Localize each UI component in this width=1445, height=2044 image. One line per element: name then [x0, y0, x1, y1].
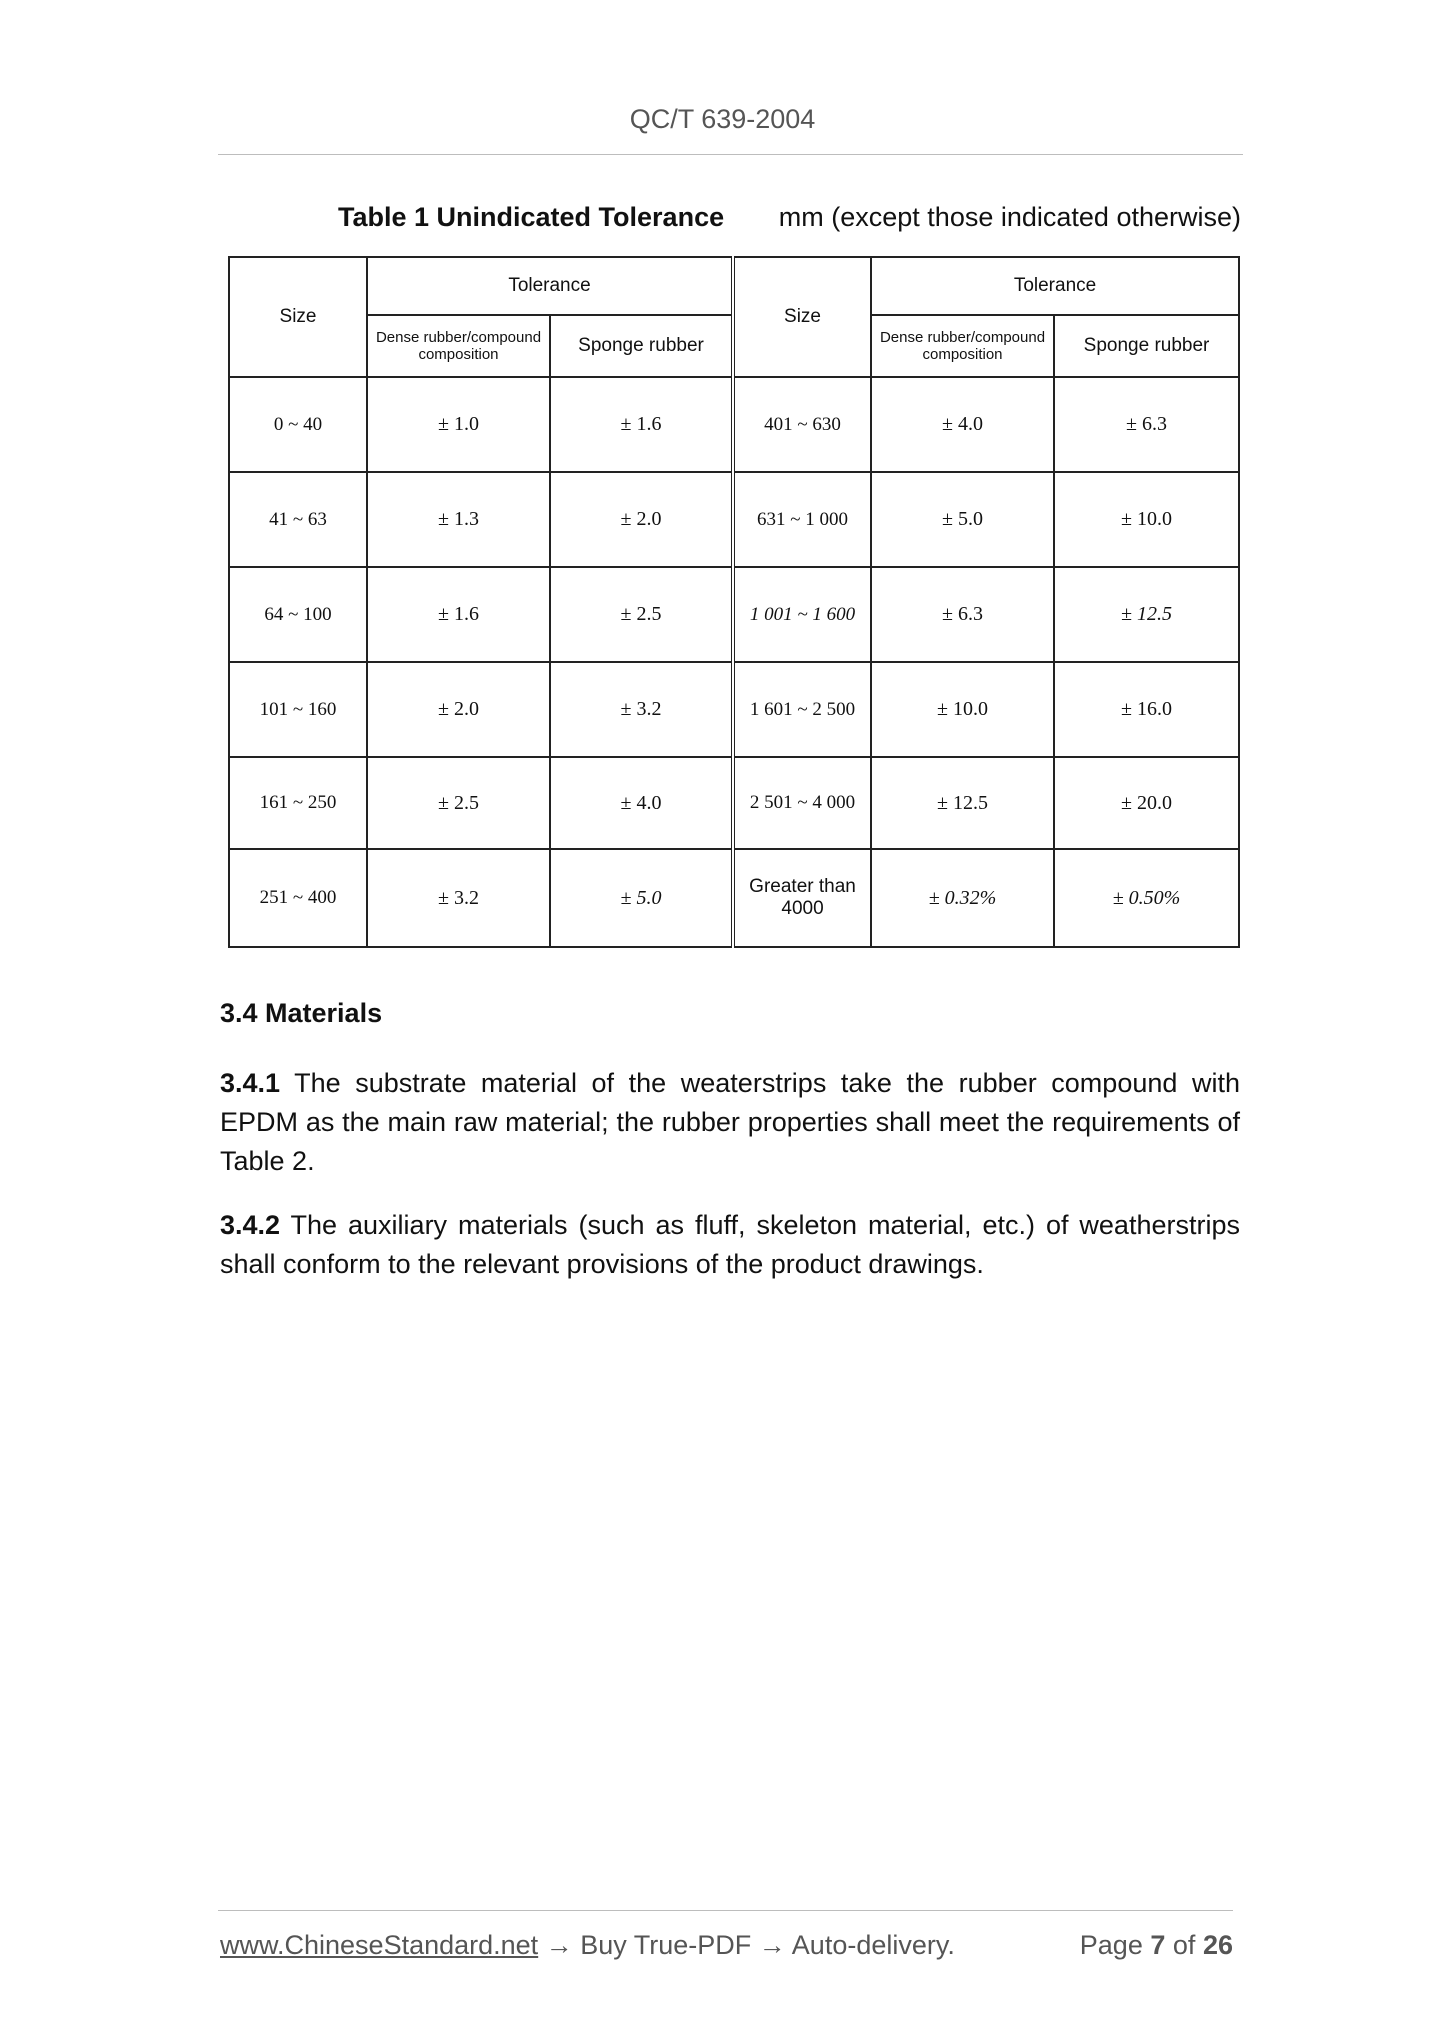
size-cell: 1 001 ~ 1 600 — [733, 567, 871, 662]
dense-tolerance-cell: ± 0.32% — [871, 849, 1054, 947]
header-dense-right: Dense rubber/compound composition — [871, 315, 1054, 377]
table-unit-note: mm (except those indicated otherwise) — [778, 202, 1241, 232]
sponge-tolerance-cell: ± 12.5 — [1054, 567, 1239, 662]
table-title: Table 1 Unindicated Tolerance — [338, 202, 725, 232]
website-link[interactable]: www.ChineseStandard.net — [220, 1930, 539, 1960]
dense-tolerance-cell: ± 1.3 — [367, 472, 550, 567]
footer-left — [220, 1930, 955, 1961]
size-cell: 1 601 ~ 2 500 — [733, 662, 871, 757]
sponge-tolerance-cell: ± 16.0 — [1054, 662, 1239, 757]
header-dense-left: Dense rubber/compound composition — [367, 315, 550, 377]
header-tolerance-left: Tolerance — [367, 257, 733, 315]
paragraph-3-4-1 — [220, 1064, 1240, 1181]
size-cell: 401 ~ 630 — [733, 377, 871, 472]
table-header-row — [229, 257, 1239, 315]
header-size-left: Size — [229, 257, 367, 377]
size-cell: 631 ~ 1 000 — [733, 472, 871, 567]
sponge-tolerance-cell: ± 4.0 — [550, 757, 733, 849]
size-cell: 41 ~ 63 — [229, 472, 367, 567]
size-cell: 0 ~ 40 — [229, 377, 367, 472]
delivery-text: Auto-delivery. — [791, 1930, 955, 1960]
size-cell: 64 ~ 100 — [229, 567, 367, 662]
table-row — [229, 377, 1239, 472]
sponge-tolerance-cell: ± 10.0 — [1054, 472, 1239, 567]
page-number: 7 — [1150, 1930, 1166, 1960]
dense-tolerance-cell: ± 3.2 — [367, 849, 550, 947]
dense-tolerance-cell: ± 5.0 — [871, 472, 1054, 567]
dense-tolerance-cell: ± 10.0 — [871, 662, 1054, 757]
dense-tolerance-cell: ± 4.0 — [871, 377, 1054, 472]
sponge-tolerance-cell: ± 5.0 — [550, 849, 733, 947]
size-cell: Greater than 4000 — [733, 849, 871, 947]
table-row — [229, 757, 1239, 849]
section-heading: 3.4 Materials — [220, 998, 383, 1028]
table-row — [229, 567, 1239, 662]
header-sponge-right: Sponge rubber — [1054, 315, 1239, 377]
dense-tolerance-cell: ± 2.0 — [367, 662, 550, 757]
size-cell: 101 ~ 160 — [229, 662, 367, 757]
dense-tolerance-cell: ± 6.3 — [871, 567, 1054, 662]
table-row — [229, 662, 1239, 757]
size-cell: 251 ~ 400 — [229, 849, 367, 947]
sponge-tolerance-cell: ± 1.6 — [550, 377, 733, 472]
tolerance-table — [228, 256, 1240, 948]
dense-tolerance-cell: ± 12.5 — [871, 757, 1054, 849]
document-code-header: QC/T 639-2004 — [629, 104, 816, 134]
header-sponge-left: Sponge rubber — [550, 315, 733, 377]
sponge-tolerance-cell: ± 2.5 — [550, 567, 733, 662]
sponge-tolerance-cell: ± 6.3 — [1054, 377, 1239, 472]
header-size-right: Size — [733, 257, 871, 377]
table-row — [229, 472, 1239, 567]
table-caption — [218, 202, 1243, 242]
dense-tolerance-cell: ± 1.6 — [367, 567, 550, 662]
clause-text: The substrate material of the weaterstrips take the rubber compound with EPDM as the main raw material; the rubber properties shall meet the requirements of Table 2. — [220, 1068, 1240, 1176]
table-row — [229, 849, 1239, 947]
sponge-tolerance-cell: ± 0.50% — [1054, 849, 1239, 947]
page-footer — [220, 1930, 1233, 1966]
header-divider — [218, 154, 1243, 155]
page-word: Page — [1079, 1930, 1143, 1960]
dense-tolerance-cell: ± 2.5 — [367, 757, 550, 849]
sponge-tolerance-cell: ± 3.2 — [550, 662, 733, 757]
clause-text: The auxiliary materials (such as fluff, skeleton material, etc.) of weatherstrips shall conform to the relevant provisions of the product drawings. — [220, 1210, 1240, 1279]
clause-number: 3.4.1 — [220, 1068, 281, 1098]
paragraph-3-4-2 — [220, 1206, 1240, 1284]
arrow-icon: → — [545, 1930, 573, 1960]
total-pages: 26 — [1202, 1930, 1233, 1960]
page-indicator — [1080, 1930, 1233, 1961]
dense-tolerance-cell: ± 1.0 — [367, 377, 550, 472]
sponge-tolerance-cell: ± 20.0 — [1054, 757, 1239, 849]
size-cell: 161 ~ 250 — [229, 757, 367, 849]
footer-divider — [218, 1910, 1233, 1911]
arrow-icon: → — [758, 1930, 786, 1960]
buy-text: Buy True-PDF — [580, 1930, 752, 1960]
clause-number: 3.4.2 — [220, 1210, 281, 1240]
size-cell: 2 501 ~ 4 000 — [733, 757, 871, 849]
sponge-tolerance-cell: ± 2.0 — [550, 472, 733, 567]
header-tolerance-right: Tolerance — [871, 257, 1239, 315]
of-word: of — [1172, 1930, 1196, 1960]
